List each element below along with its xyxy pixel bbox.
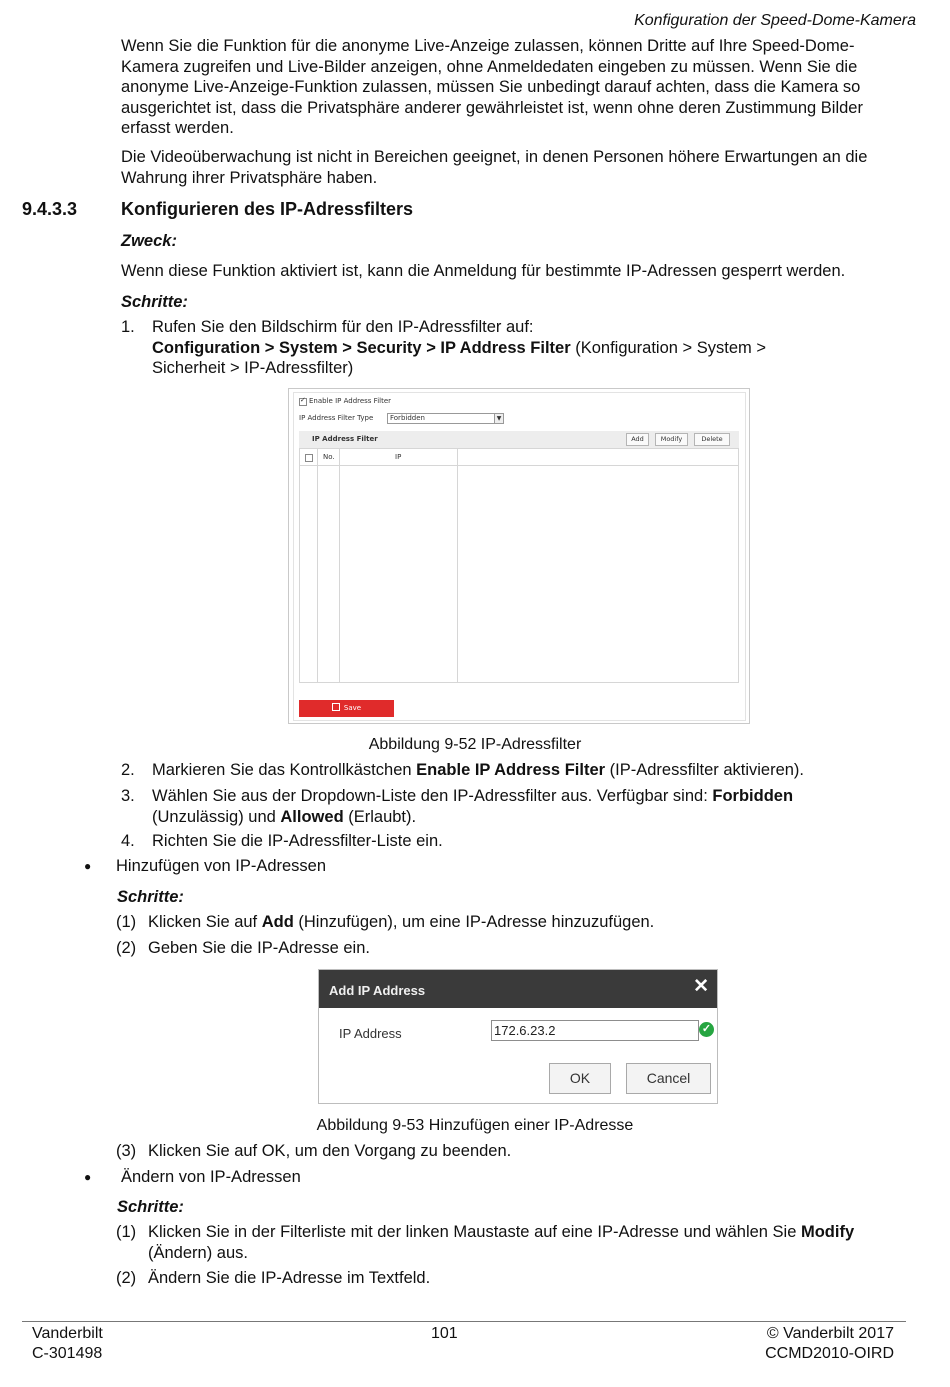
step-4-text: Richten Sie die IP-Adressfilter-Liste ein.: [152, 832, 443, 850]
filter-type-select[interactable]: [387, 413, 504, 424]
path-configuration: Configuration: [152, 338, 261, 357]
step-1-number: 1.: [121, 318, 135, 336]
header-divider: [300, 465, 738, 466]
modify-step-2-text: Ändern Sie die IP-Adresse im Textfeld.: [148, 1269, 431, 1287]
path-translation-line2: Sicherheit > IP-Adressfilter): [152, 359, 354, 377]
add-ip-address-dialog: [318, 969, 718, 1104]
step-2-pre: Markieren Sie das Kontrollkästchen: [152, 761, 417, 779]
purpose-label: Zweck:: [121, 232, 177, 250]
column-divider: [339, 449, 340, 682]
save-icon: [332, 703, 340, 711]
chevron-down-icon: ▼: [494, 414, 503, 423]
modify-step-1-bold: Modify: [800, 1223, 855, 1241]
add-step-1-pre: Klicken Sie auf: [148, 913, 262, 931]
filter-type-value: Forbidden: [390, 414, 425, 422]
intro-paragraph-2: [121, 147, 921, 188]
footer-model: CCMD2010-OIRD: [765, 1345, 894, 1362]
delete-button[interactable]: Delete: [694, 433, 730, 446]
text-line: anonyme Live-Anzeige-Funktion zulassen, müssen Sie unbedingt darauf achten, dass die Kamera so: [121, 78, 861, 96]
add-step-2-number: (2): [116, 939, 137, 957]
step-3-text: [152, 786, 922, 827]
bullet-add-title: Hinzufügen von IP-Adressen: [116, 857, 327, 875]
enable-filter-label: Enable IP Address Filter: [309, 397, 392, 405]
step-1-line: Rufen Sie den Bildschirm für den IP-Adressfilter auf:: [152, 318, 534, 336]
add-step-1-number: (1): [116, 913, 137, 931]
text-line: erfasst werden.: [121, 119, 234, 137]
ok-button[interactable]: OK: [549, 1063, 611, 1094]
page-number: 101: [431, 1325, 458, 1342]
cancel-button[interactable]: Cancel: [626, 1063, 711, 1094]
footer-company: Vanderbilt: [32, 1325, 103, 1342]
footer-copyright: © Vanderbilt 2017: [766, 1325, 894, 1342]
step-3-pre: Wählen Sie aus der Dropdown-Liste den IP-Adressfilter aus. Verfügbar sind:: [152, 787, 713, 805]
step-3-bold-allowed: Allowed: [280, 807, 344, 826]
modify-step-1-line2: (Ändern) aus.: [148, 1243, 248, 1262]
path-security: Security: [356, 338, 422, 357]
bullet-icon: ●: [84, 859, 92, 873]
running-header: Konfiguration der Speed-Dome-Kamera: [634, 12, 916, 29]
table-toolbar: [299, 431, 739, 449]
checkmark-icon: ✓: [699, 1022, 714, 1037]
dialog-header: [319, 970, 717, 1008]
add-button[interactable]: Add: [626, 433, 649, 446]
footer-divider: [22, 1321, 906, 1322]
footer-doc-number: C-301498: [32, 1345, 103, 1362]
step-4-number: 4.: [121, 832, 135, 850]
column-divider: [457, 449, 458, 682]
save-button[interactable]: [299, 700, 394, 717]
column-header-ip: IP: [395, 453, 402, 461]
add-step-1-bold: Add: [261, 913, 294, 931]
settings-panel: [293, 392, 746, 721]
add-step-1-post: (Hinzufügen), um eine IP-Adresse hinzuzufügen.: [293, 913, 655, 931]
figure-2-caption: Abbildung 9-53 Hinzufügen einer IP-Adresse: [316, 1117, 634, 1134]
table-title: IP Address Filter: [312, 435, 378, 443]
section-title: Konfigurieren des IP-Adressfilters: [121, 199, 414, 219]
step-2-number: 2.: [121, 761, 135, 779]
steps-label: Schritte:: [121, 293, 188, 311]
path-ip-address-filter: IP Address Filter: [440, 338, 571, 357]
path-sep: >: [260, 338, 279, 357]
close-icon[interactable]: ✕: [693, 976, 709, 997]
text-line: ausgerichtet ist, dass die Privatsphäre anderer gewährleistet ist, wenn ohne deren Zustimmung Bilder: [121, 98, 863, 117]
modify-steps-label: Schritte:: [117, 1198, 184, 1216]
intro-paragraph-1: [121, 36, 921, 139]
figure-1-caption: Abbildung 9-52 IP-Adressfilter: [368, 736, 582, 753]
step-2-post: (IP-Adressfilter aktivieren).: [605, 761, 805, 779]
modify-step-2-number: (2): [116, 1269, 137, 1287]
step-1-menu-path: [152, 338, 912, 359]
enable-filter-checkbox[interactable]: [299, 398, 307, 406]
modify-step-1-pre: Klicken Sie in der Filterliste mit der linken Maustaste auf eine IP-Adresse und wählen Sie: [148, 1223, 801, 1241]
column-header-no: No.: [323, 453, 335, 461]
purpose-text: Wenn diese Funktion aktiviert ist, kann die Anmeldung für bestimmte IP-Adressen gesperrt werden.: [121, 262, 846, 280]
step-3-mid: (Unzulässig) und: [152, 807, 281, 826]
save-label: Save: [343, 704, 362, 712]
text-line: Kamera zugreifen und Live-Bilder anzeigen, ohne Anmeldedaten eingeben zu müssen. Wenn Sie die: [121, 57, 858, 76]
path-system: System: [278, 338, 338, 357]
modify-step-1-number: (1): [116, 1223, 137, 1241]
path-sep: >: [337, 338, 357, 357]
text-line: Die Videoüberwachung ist nicht in Bereichen geeignet, in denen Personen höhere Erwartungen an die: [121, 148, 868, 166]
step-3-number: 3.: [121, 787, 135, 805]
text-line: Wenn Sie die Funktion für die anonyme Live-Anzeige zulassen, können Dritte auf Ihre Speed-Dome-: [121, 37, 855, 55]
modify-button[interactable]: Modify: [655, 433, 688, 446]
step-2-text: [152, 760, 922, 781]
step-3-post: (Erlaubt).: [343, 807, 417, 826]
modify-step-1-text: [148, 1222, 918, 1263]
step-2-bold: Enable IP Address Filter: [416, 761, 606, 779]
dialog-title: Add IP Address: [329, 983, 426, 998]
section-number: 9.4.3.3: [22, 199, 78, 219]
add-step-3-text: Klicken Sie auf OK, um den Vorgang zu beenden.: [148, 1142, 512, 1160]
filter-type-label: IP Address Filter Type: [299, 414, 374, 422]
add-step-1-text: [148, 912, 918, 933]
bullet-modify-title: Ändern von IP-Adressen: [121, 1168, 301, 1186]
text-line: Wahrung ihrer Privatsphäre haben.: [121, 168, 378, 187]
step-1-text: [152, 317, 912, 379]
bullet-icon: ●: [84, 1170, 92, 1184]
ip-address-input[interactable]: 172.6.23.2: [491, 1020, 699, 1041]
ip-address-filter-screenshot: [288, 388, 750, 724]
step-3-bold-forbidden: Forbidden: [712, 787, 794, 805]
path-sep: >: [421, 338, 441, 357]
column-divider: [317, 449, 318, 682]
select-all-checkbox[interactable]: [305, 454, 313, 462]
path-translation: (Konfiguration > System >: [570, 338, 766, 357]
add-step-2-text: Geben Sie die IP-Adresse ein.: [148, 939, 370, 957]
ip-address-label: IP Address: [339, 1026, 402, 1041]
ip-filter-table: [299, 448, 739, 683]
add-steps-label: Schritte:: [117, 888, 184, 906]
add-step-3-number: (3): [116, 1142, 137, 1160]
